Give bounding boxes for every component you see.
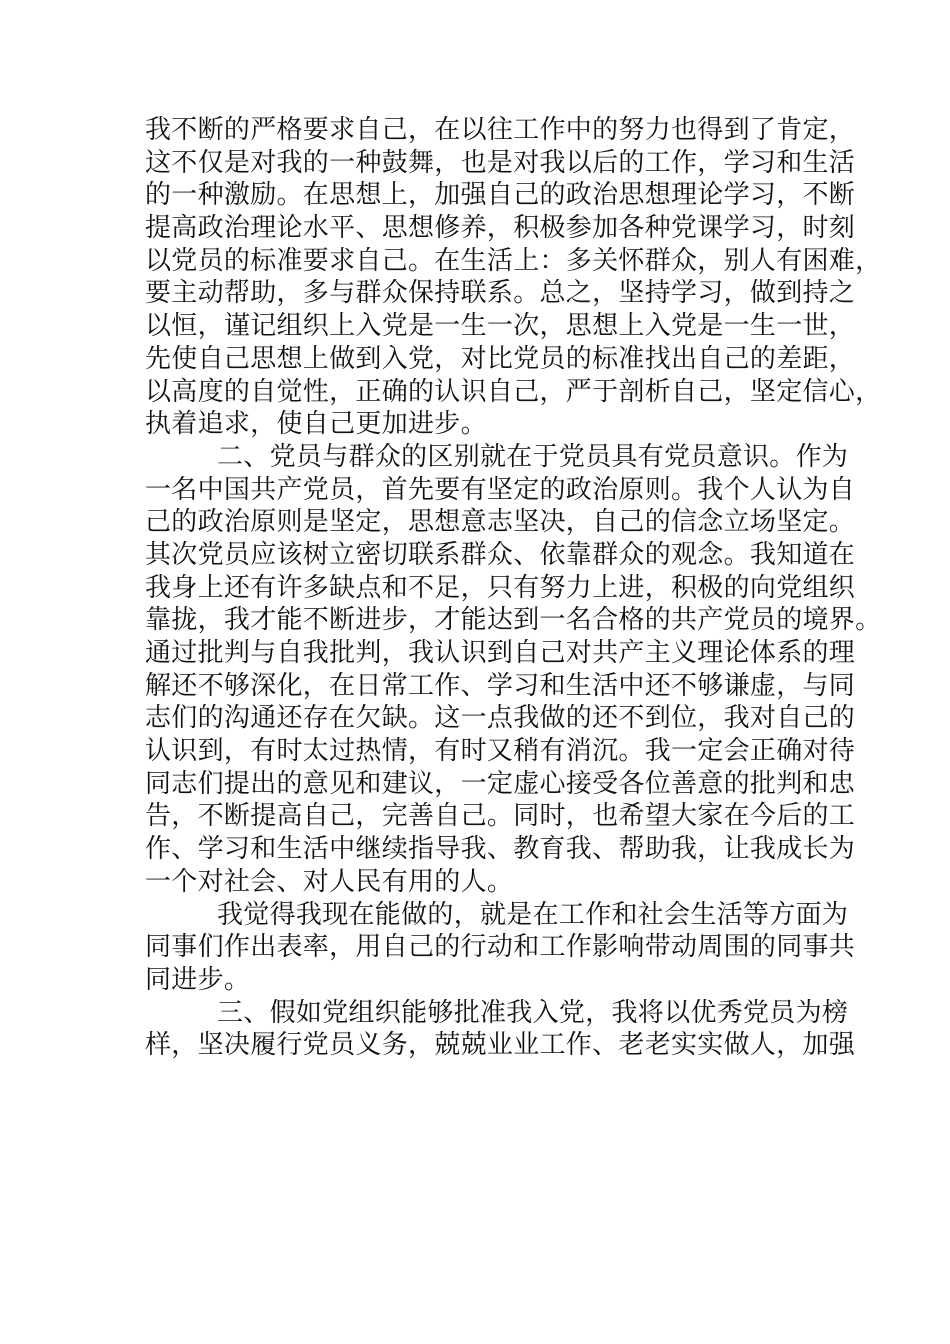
text-line: 一个对社会、对人民有用的人。 xyxy=(145,866,514,897)
text-line: 先使自己思想上做到入党，对比党员的标准找出自己的差距， xyxy=(145,343,856,374)
text-line: 提高政治理论水平、思想修养，积极参加各种党课学习，时刻 xyxy=(145,213,856,244)
paragraph-start-line: 我觉得我现在能做的，就是在工作和社会生活等方面为 xyxy=(217,899,849,930)
text-line: 以高度的自觉性，正确的认识自己，严于剖析自己，坚定信心， xyxy=(145,376,882,407)
body-text xyxy=(145,114,882,1062)
paragraph-start-line: 三、假如党组织能够批准我入党，我将以优秀党员为榜 xyxy=(217,997,849,1028)
text-line: 认识到，有时太过热情，有时又稍有消沉。我一定会正确对待 xyxy=(145,736,856,767)
text-line: 的一种激励。在思想上，加强自己的政治思想理论学习，不断 xyxy=(145,180,856,211)
text-line: 同进步。 xyxy=(145,964,251,995)
paragraph-start-line: 二、党员与群众的区别就在于党员具有党员意识。作为 xyxy=(217,441,849,472)
text-line: 以恒，谨记组织上入党是一生一次，思想上入党是一生一世， xyxy=(145,311,856,342)
text-line: 这不仅是对我的一种鼓舞，也是对我以后的工作，学习和生活 xyxy=(145,147,856,178)
text-line: 志们的沟通还存在欠缺。这一点我做的还不到位，我对自己的 xyxy=(145,703,856,734)
text-line: 执着追求，使自己更加进步。 xyxy=(145,409,487,440)
text-line: 一名中国共产党员，首先要有坚定的政治原则。我个人认为自 xyxy=(145,474,856,505)
text-line: 作、学习和生活中继续指导我、教育我、帮助我，让我成长为 xyxy=(145,834,856,865)
text-line: 以党员的标准要求自己。在生活上：多关怀群众，别人有困难， xyxy=(145,245,882,276)
text-line: 同志们提出的意见和建议，一定虚心接受各位善意的批判和忠 xyxy=(145,768,856,799)
text-line: 靠拢，我才能不断进步，才能达到一名合格的共产党员的境界。 xyxy=(145,605,882,636)
text-line: 通过批判与自我批判，我认识到自己对共产主义理论体系的理 xyxy=(145,638,856,668)
text-line: 解还不够深化，在日常工作、学习和生活中还不够谦虚，与同 xyxy=(145,670,856,701)
text-line: 己的政治原则是坚定，思想意志坚决，自己的信念立场坚定。 xyxy=(145,507,856,538)
text-line: 样，坚决履行党员义务，兢兢业业工作、老老实实做人，加强 xyxy=(145,1030,856,1061)
text-line: 我不断的严格要求自己，在以往工作中的努力也得到了肯定， xyxy=(145,115,856,145)
text-line: 其次党员应该树立密切联系群众、依靠群众的观念。我知道在 xyxy=(145,539,856,570)
text-line: 要主动帮助，多与群众保持联系。总之，坚持学习，做到持之 xyxy=(145,278,856,309)
text-line: 同事们作出表率，用自己的行动和工作影响带动周围的同事共 xyxy=(145,932,856,963)
text-line: 告，不断提高自己，完善自己。同时，也希望大家在今后的工 xyxy=(145,801,856,832)
text-line: 我身上还有许多缺点和不足，只有努力上进，积极的向党组织 xyxy=(145,572,856,603)
